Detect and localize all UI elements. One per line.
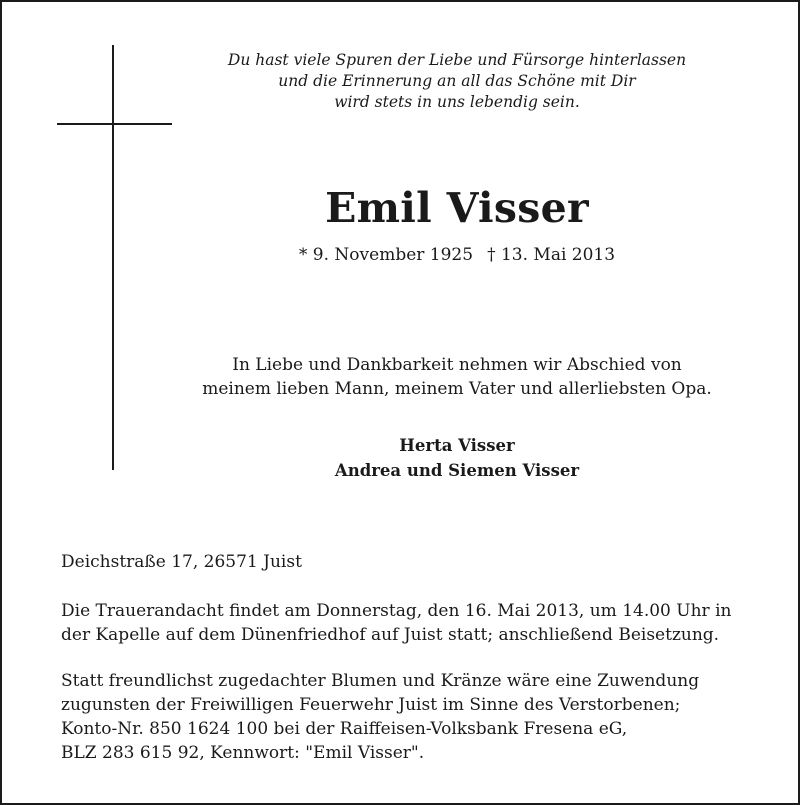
donation-info: [61, 669, 761, 765]
birth-date: * 9. November 1925: [298, 245, 474, 265]
cross-horizontal-bar: [57, 123, 172, 125]
quote-line: und die Erinnerung an all das Schöne mit Dir: [278, 72, 636, 90]
farewell-line: In Liebe und Dankbarkeit nehmen wir Abschied von: [232, 355, 682, 375]
service-line: Die Trauerandacht findet am Donnerstag, den 16. Mai 2013, um 14.00 Uhr in: [61, 601, 732, 621]
quote-line: wird stets in uns lebendig sein.: [334, 93, 580, 111]
quote-line: Du hast viele Spuren der Liebe und Fürsorge hinterlassen: [227, 51, 687, 69]
donation-line: BLZ 283 615 92, Kennwort: "Emil Visser".: [61, 743, 425, 763]
cross-vertical-bar: [112, 45, 114, 470]
donation-line: Statt freundlichst zugedachter Blumen und Kränze wäre eine Zuwendung: [61, 671, 700, 691]
death-date: † 13. Mai 2013: [487, 245, 616, 265]
memorial-quote: [214, 50, 700, 113]
mourner-name: Herta Visser: [399, 436, 515, 455]
funeral-service-info: [61, 599, 761, 647]
mourners-list: [214, 433, 700, 483]
donation-line: Konto-Nr. 850 1624 100 bei der Raiffeisen-Volksbank Fresena eG,: [61, 719, 628, 739]
life-dates: [214, 243, 700, 267]
family-address: Deichstraße 17, 26571 Juist: [61, 552, 302, 572]
farewell-line: meinem lieben Mann, meinem Vater und allerliebsten Opa.: [202, 379, 712, 399]
deceased-name: Emil Visser: [325, 184, 589, 232]
farewell-text: [180, 353, 734, 401]
mourner-name: Andrea und Siemen Visser: [334, 461, 580, 480]
donation-line: zugunsten der Freiwilligen Feuerwehr Juist im Sinne des Verstorbenen;: [61, 695, 681, 715]
service-line: der Kapelle auf dem Dünenfriedhof auf Juist statt; anschließend Beisetzung.: [61, 625, 720, 645]
